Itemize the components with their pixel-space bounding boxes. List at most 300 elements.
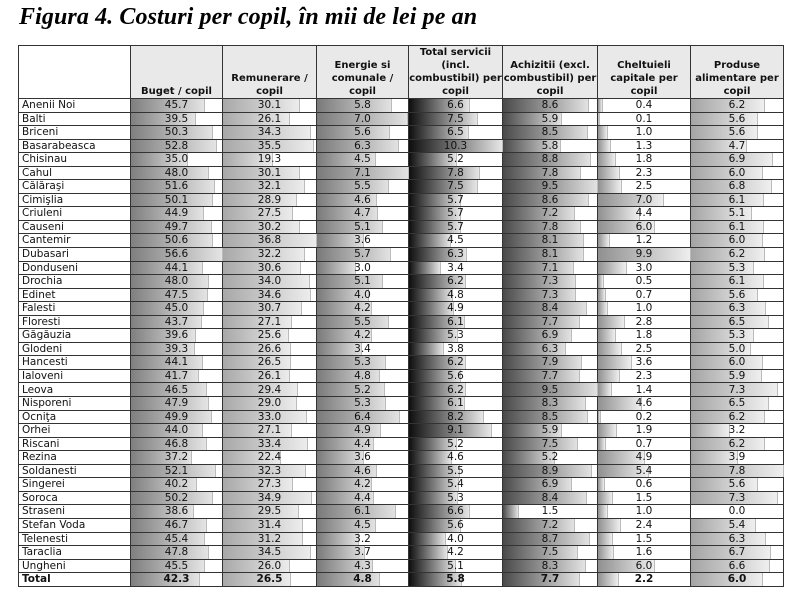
data-bar bbox=[317, 383, 385, 396]
cell-produse-alimentare bbox=[691, 248, 784, 262]
cell-total-servicii bbox=[409, 342, 503, 356]
cell-value: 4.2 bbox=[354, 329, 371, 342]
row-label: Telenesti bbox=[19, 532, 131, 546]
table-body bbox=[19, 99, 784, 587]
cell-produse-alimentare bbox=[691, 180, 784, 194]
data-bar bbox=[409, 343, 444, 356]
cell-energie bbox=[317, 383, 409, 397]
cell-value: 27.3 bbox=[257, 478, 282, 491]
cell-value: 6.6 bbox=[728, 559, 746, 572]
cell-value: 6.9 bbox=[541, 329, 559, 342]
cell-buget bbox=[131, 356, 223, 370]
cell-energie bbox=[317, 248, 409, 262]
table-row bbox=[19, 532, 784, 546]
cell-produse-alimentare bbox=[691, 153, 784, 167]
cell-total-servicii bbox=[409, 437, 503, 451]
cell-value: 5.1 bbox=[447, 559, 464, 572]
cell-value: 29.4 bbox=[257, 383, 282, 396]
cell-buget bbox=[131, 207, 223, 221]
cell-value: 6.1 bbox=[728, 275, 746, 288]
cell-buget bbox=[131, 532, 223, 546]
cell-value: 6.1 bbox=[728, 220, 746, 233]
cell-value: 6.3 bbox=[447, 248, 464, 261]
cell-value: 6.2 bbox=[447, 356, 464, 369]
cell-value: 30.6 bbox=[257, 261, 282, 274]
data-bar bbox=[598, 329, 616, 342]
cell-value: 9.5 bbox=[541, 180, 559, 193]
cell-value: 6.1 bbox=[447, 315, 464, 328]
cell-cheltuieli-capitale bbox=[598, 180, 691, 194]
cell-energie bbox=[317, 220, 409, 234]
cell-value: 3.6 bbox=[635, 356, 653, 369]
cell-value: 51.6 bbox=[164, 180, 189, 193]
data-bar bbox=[317, 275, 383, 288]
row-label: Nisporeni bbox=[19, 397, 131, 411]
cell-value: 33.0 bbox=[257, 410, 282, 423]
cell-value: 4.7 bbox=[354, 207, 371, 220]
cell-value: 5.2 bbox=[447, 153, 464, 166]
cell-value: 5.3 bbox=[447, 329, 464, 342]
cell-remunerare bbox=[223, 573, 317, 587]
cell-value: 47.8 bbox=[164, 546, 189, 559]
cell-value: 5.5 bbox=[354, 180, 371, 193]
cell-value: 0.1 bbox=[635, 112, 653, 125]
cell-remunerare bbox=[223, 207, 317, 221]
cell-remunerare bbox=[223, 139, 317, 153]
row-label: Stefan Voda bbox=[19, 518, 131, 532]
cell-value: 34.5 bbox=[257, 546, 282, 559]
cell-value: 5.7 bbox=[447, 193, 464, 206]
cell-value: 44.1 bbox=[164, 261, 189, 274]
cell-value: 7.1 bbox=[354, 166, 371, 179]
data-bar bbox=[503, 275, 576, 288]
cell-value: 6.2 bbox=[728, 437, 746, 450]
cell-value: 5.6 bbox=[354, 126, 371, 139]
cell-energie bbox=[317, 464, 409, 478]
cell-value: 45.5 bbox=[164, 559, 189, 572]
data-bar bbox=[317, 180, 389, 193]
data-bar bbox=[598, 533, 613, 546]
cell-produse-alimentare bbox=[691, 397, 784, 411]
cell-value: 45.7 bbox=[164, 99, 189, 112]
cell-cheltuieli-capitale bbox=[598, 302, 691, 316]
cell-remunerare bbox=[223, 153, 317, 167]
cell-value: 5.5 bbox=[447, 464, 464, 477]
cell-cheltuieli-capitale bbox=[598, 451, 691, 465]
data-bar bbox=[691, 194, 764, 207]
cell-value: 4.9 bbox=[354, 424, 371, 437]
cell-buget bbox=[131, 397, 223, 411]
cell-value: 5.2 bbox=[354, 383, 371, 396]
table-row bbox=[19, 410, 784, 424]
data-bar bbox=[598, 478, 605, 491]
table-row bbox=[19, 234, 784, 248]
cell-energie bbox=[317, 329, 409, 343]
cell-value: 4.6 bbox=[447, 451, 464, 464]
cell-cheltuieli-capitale bbox=[598, 383, 691, 397]
cell-value: 1.2 bbox=[635, 234, 653, 247]
cell-energie bbox=[317, 315, 409, 329]
table-row bbox=[19, 559, 784, 573]
cell-produse-alimentare bbox=[691, 478, 784, 492]
cell-value: 7.5 bbox=[447, 180, 464, 193]
cell-achizitii bbox=[503, 112, 598, 126]
cell-value: 6.3 bbox=[541, 342, 559, 355]
cell-value: 6.3 bbox=[354, 139, 371, 152]
cell-value: 5.3 bbox=[354, 397, 371, 410]
cell-value: 46.7 bbox=[164, 518, 189, 531]
table-row bbox=[19, 478, 784, 492]
cell-value: 52.1 bbox=[164, 464, 189, 477]
cell-value: 7.0 bbox=[354, 112, 371, 125]
cell-value: 34.9 bbox=[257, 491, 282, 504]
cell-total-servicii bbox=[409, 261, 503, 275]
data-bar bbox=[598, 411, 601, 424]
cell-value: 2.5 bbox=[635, 342, 653, 355]
row-label: Ocniţa bbox=[19, 410, 131, 424]
cell-value: 46.8 bbox=[164, 437, 189, 450]
cell-value: 4.8 bbox=[447, 288, 464, 301]
cell-value: 4.4 bbox=[354, 437, 371, 450]
cell-value: 50.1 bbox=[164, 193, 189, 206]
data-bar bbox=[503, 207, 575, 220]
cell-energie bbox=[317, 166, 409, 180]
cell-value: 39.5 bbox=[164, 112, 189, 125]
cell-value: 5.1 bbox=[354, 220, 371, 233]
cell-value: 6.5 bbox=[447, 126, 464, 139]
data-bar bbox=[598, 180, 622, 193]
data-bar bbox=[598, 207, 640, 220]
cell-total-servicii bbox=[409, 126, 503, 140]
cell-value: 32.2 bbox=[257, 248, 282, 261]
data-bar bbox=[691, 275, 764, 288]
cell-value: 5.4 bbox=[728, 518, 746, 531]
row-label: Falesti bbox=[19, 302, 131, 316]
data-bar bbox=[691, 167, 763, 180]
cell-value: 5.3 bbox=[354, 356, 371, 369]
table-row bbox=[19, 464, 784, 478]
data-bar bbox=[598, 546, 614, 559]
row-label: Orhei bbox=[19, 424, 131, 438]
cell-value: 7.5 bbox=[447, 112, 464, 125]
cell-total-servicii bbox=[409, 193, 503, 207]
cell-value: 4.5 bbox=[354, 518, 371, 531]
cell-value: 1.4 bbox=[635, 383, 653, 396]
cell-value: 27.1 bbox=[257, 315, 282, 328]
cell-value: 6.5 bbox=[728, 315, 746, 328]
cell-value: 48.0 bbox=[164, 275, 189, 288]
cell-value: 5.1 bbox=[728, 207, 746, 220]
cell-value: 30.1 bbox=[257, 99, 282, 112]
cell-energie bbox=[317, 207, 409, 221]
cell-buget bbox=[131, 424, 223, 438]
cell-buget bbox=[131, 518, 223, 532]
cell-remunerare bbox=[223, 478, 317, 492]
cell-energie bbox=[317, 532, 409, 546]
cell-achizitii bbox=[503, 424, 598, 438]
data-bar bbox=[691, 519, 756, 532]
cell-value: 5.9 bbox=[541, 112, 559, 125]
table-row bbox=[19, 451, 784, 465]
cell-value: 5.0 bbox=[728, 342, 746, 355]
cell-achizitii bbox=[503, 315, 598, 329]
cell-achizitii bbox=[503, 193, 598, 207]
cell-cheltuieli-capitale bbox=[598, 424, 691, 438]
row-label: Hancesti bbox=[19, 356, 131, 370]
cell-value: 32.3 bbox=[257, 464, 282, 477]
cell-total-servicii bbox=[409, 532, 503, 546]
row-label: Causeni bbox=[19, 220, 131, 234]
data-bar bbox=[409, 167, 480, 180]
cell-cheltuieli-capitale bbox=[598, 546, 691, 560]
cell-value: 0.6 bbox=[635, 478, 653, 491]
data-bar bbox=[598, 140, 611, 153]
header-energie: Energie si comunale / copil bbox=[317, 46, 409, 99]
cell-value: 1.0 bbox=[635, 302, 653, 315]
cell-value: 6.5 bbox=[728, 397, 746, 410]
cell-cheltuieli-capitale bbox=[598, 464, 691, 478]
cell-produse-alimentare bbox=[691, 139, 784, 153]
cell-value: 6.7 bbox=[728, 546, 746, 559]
table-row bbox=[19, 397, 784, 411]
cell-value: 5.7 bbox=[354, 248, 371, 261]
cell-value: 7.2 bbox=[541, 518, 559, 531]
cell-value: 29.0 bbox=[257, 397, 282, 410]
cell-value: 33.4 bbox=[257, 437, 282, 450]
cell-produse-alimentare bbox=[691, 559, 784, 573]
cell-value: 39.3 bbox=[164, 342, 189, 355]
cell-value: 1.5 bbox=[541, 505, 559, 518]
cell-cheltuieli-capitale bbox=[598, 261, 691, 275]
data-bar bbox=[409, 262, 441, 275]
cell-value: 49.9 bbox=[164, 410, 189, 423]
cell-buget bbox=[131, 410, 223, 424]
cell-value: 46.5 bbox=[164, 383, 189, 396]
cell-value: 8.1 bbox=[541, 248, 559, 261]
data-bar bbox=[598, 126, 608, 139]
table-row bbox=[19, 166, 784, 180]
table-row bbox=[19, 288, 784, 302]
cell-value: 6.3 bbox=[728, 302, 746, 315]
cell-achizitii bbox=[503, 139, 598, 153]
cell-buget bbox=[131, 491, 223, 505]
data-bar bbox=[409, 113, 478, 126]
cell-remunerare bbox=[223, 451, 317, 465]
cell-value: 56.6 bbox=[164, 248, 189, 261]
cell-value: 6.0 bbox=[635, 220, 653, 233]
table-row bbox=[19, 275, 784, 289]
cell-energie bbox=[317, 153, 409, 167]
data-bar bbox=[691, 221, 764, 234]
cell-total-servicii bbox=[409, 491, 503, 505]
cell-energie bbox=[317, 559, 409, 573]
cell-total-servicii bbox=[409, 315, 503, 329]
cell-value: 40.2 bbox=[164, 478, 189, 491]
cell-value: 5.1 bbox=[354, 275, 371, 288]
cell-remunerare bbox=[223, 437, 317, 451]
cell-value: 31.4 bbox=[257, 518, 282, 531]
cell-value: 1.0 bbox=[635, 126, 653, 139]
cell-achizitii bbox=[503, 302, 598, 316]
cell-cheltuieli-capitale bbox=[598, 220, 691, 234]
cell-value: 44.0 bbox=[164, 424, 189, 437]
data-bar bbox=[598, 424, 617, 437]
cell-buget bbox=[131, 248, 223, 262]
cell-achizitii bbox=[503, 356, 598, 370]
cell-achizitii bbox=[503, 369, 598, 383]
cell-achizitii bbox=[503, 573, 598, 587]
cell-value: 30.2 bbox=[257, 220, 282, 233]
cell-value: 49.7 bbox=[164, 220, 189, 233]
cell-value: 29.5 bbox=[257, 505, 282, 518]
cell-energie bbox=[317, 275, 409, 289]
cell-value: 5.3 bbox=[447, 491, 464, 504]
cell-achizitii bbox=[503, 451, 598, 465]
cell-energie bbox=[317, 478, 409, 492]
cell-produse-alimentare bbox=[691, 518, 784, 532]
cell-value: 7.3 bbox=[541, 275, 559, 288]
cell-value: 3.6 bbox=[354, 234, 371, 247]
cell-buget bbox=[131, 559, 223, 573]
cell-produse-alimentare bbox=[691, 464, 784, 478]
cell-energie bbox=[317, 410, 409, 424]
row-label: Briceni bbox=[19, 126, 131, 140]
data-bar bbox=[691, 424, 730, 437]
header-row bbox=[19, 46, 784, 99]
cell-produse-alimentare bbox=[691, 451, 784, 465]
cell-achizitii bbox=[503, 410, 598, 424]
cell-value: 8.3 bbox=[541, 559, 559, 572]
cell-value: 26.5 bbox=[256, 573, 283, 586]
cell-value: 47.9 bbox=[164, 397, 189, 410]
cell-value: 5.6 bbox=[728, 112, 746, 125]
cell-produse-alimentare bbox=[691, 491, 784, 505]
cell-produse-alimentare bbox=[691, 99, 784, 113]
cell-value: 39.6 bbox=[164, 329, 189, 342]
cell-value: 8.6 bbox=[541, 99, 559, 112]
cell-value: 8.6 bbox=[541, 193, 559, 206]
cell-energie bbox=[317, 234, 409, 248]
cell-value: 6.9 bbox=[728, 153, 746, 166]
cell-remunerare bbox=[223, 220, 317, 234]
cell-energie bbox=[317, 356, 409, 370]
table-row bbox=[19, 383, 784, 397]
table-row bbox=[19, 505, 784, 519]
cell-cheltuieli-capitale bbox=[598, 342, 691, 356]
cell-remunerare bbox=[223, 410, 317, 424]
cell-energie bbox=[317, 424, 409, 438]
row-label: Ialoveni bbox=[19, 369, 131, 383]
cell-buget bbox=[131, 275, 223, 289]
cell-value: 47.5 bbox=[164, 288, 189, 301]
header-blank-cell bbox=[19, 46, 131, 99]
cell-produse-alimentare bbox=[691, 410, 784, 424]
cell-remunerare bbox=[223, 180, 317, 194]
cell-value: 4.2 bbox=[447, 546, 464, 559]
cell-achizitii bbox=[503, 275, 598, 289]
data-bar bbox=[598, 492, 613, 505]
data-bar bbox=[598, 167, 620, 180]
data-bar bbox=[317, 424, 381, 437]
row-label: Total bbox=[19, 573, 131, 587]
cell-value: 6.1 bbox=[354, 505, 371, 518]
data-bar bbox=[503, 546, 578, 559]
row-label: Edinet bbox=[19, 288, 131, 302]
cell-cheltuieli-capitale bbox=[598, 573, 691, 587]
cell-value: 6.3 bbox=[728, 532, 746, 545]
data-bar bbox=[691, 573, 763, 586]
cell-value: 6.2 bbox=[728, 99, 746, 112]
row-label: Riscani bbox=[19, 437, 131, 451]
cell-value: 50.3 bbox=[164, 126, 189, 139]
cell-remunerare bbox=[223, 356, 317, 370]
cell-energie bbox=[317, 261, 409, 275]
cell-value: 32.1 bbox=[257, 180, 282, 193]
cell-value: 4.0 bbox=[354, 288, 371, 301]
cell-value: 8.7 bbox=[541, 532, 559, 545]
cell-remunerare bbox=[223, 261, 317, 275]
cell-value: 4.5 bbox=[354, 153, 371, 166]
cell-buget bbox=[131, 261, 223, 275]
cell-value: 0.7 bbox=[635, 288, 653, 301]
cell-buget bbox=[131, 153, 223, 167]
cell-cheltuieli-capitale bbox=[598, 478, 691, 492]
cell-total-servicii bbox=[409, 505, 503, 519]
cell-value: 4.8 bbox=[354, 369, 371, 382]
cell-total-servicii bbox=[409, 356, 503, 370]
table-row bbox=[19, 302, 784, 316]
table-row bbox=[19, 193, 784, 207]
cell-buget bbox=[131, 234, 223, 248]
data-bar bbox=[691, 356, 763, 369]
cell-value: 26.1 bbox=[257, 369, 282, 382]
cell-cheltuieli-capitale bbox=[598, 410, 691, 424]
cell-buget bbox=[131, 505, 223, 519]
cell-value: 3.2 bbox=[728, 424, 746, 437]
cell-value: 1.8 bbox=[635, 329, 653, 342]
row-label: Cantemir bbox=[19, 234, 131, 248]
cell-buget bbox=[131, 437, 223, 451]
cell-value: 5.6 bbox=[447, 369, 464, 382]
cell-buget bbox=[131, 99, 223, 113]
cell-produse-alimentare bbox=[691, 261, 784, 275]
cell-value: 8.4 bbox=[541, 302, 559, 315]
cell-energie bbox=[317, 342, 409, 356]
cell-value: 31.2 bbox=[257, 532, 282, 545]
table-row bbox=[19, 518, 784, 532]
row-label: Glodeni bbox=[19, 342, 131, 356]
table-row bbox=[19, 180, 784, 194]
cell-produse-alimentare bbox=[691, 369, 784, 383]
cell-value: 4.4 bbox=[354, 491, 371, 504]
data-bar bbox=[409, 180, 478, 193]
row-label: Straseni bbox=[19, 505, 131, 519]
cell-cheltuieli-capitale bbox=[598, 559, 691, 573]
table-row bbox=[19, 329, 784, 343]
row-label: Drochia bbox=[19, 275, 131, 289]
cell-achizitii bbox=[503, 491, 598, 505]
cell-value: 3.4 bbox=[354, 342, 371, 355]
table-row bbox=[19, 491, 784, 505]
cell-buget bbox=[131, 166, 223, 180]
data-bar bbox=[317, 262, 356, 275]
cell-achizitii bbox=[503, 518, 598, 532]
cell-value: 8.3 bbox=[541, 397, 559, 410]
cell-value: 7.3 bbox=[541, 288, 559, 301]
cell-value: 7.0 bbox=[635, 193, 653, 206]
cell-energie bbox=[317, 518, 409, 532]
cell-energie bbox=[317, 437, 409, 451]
